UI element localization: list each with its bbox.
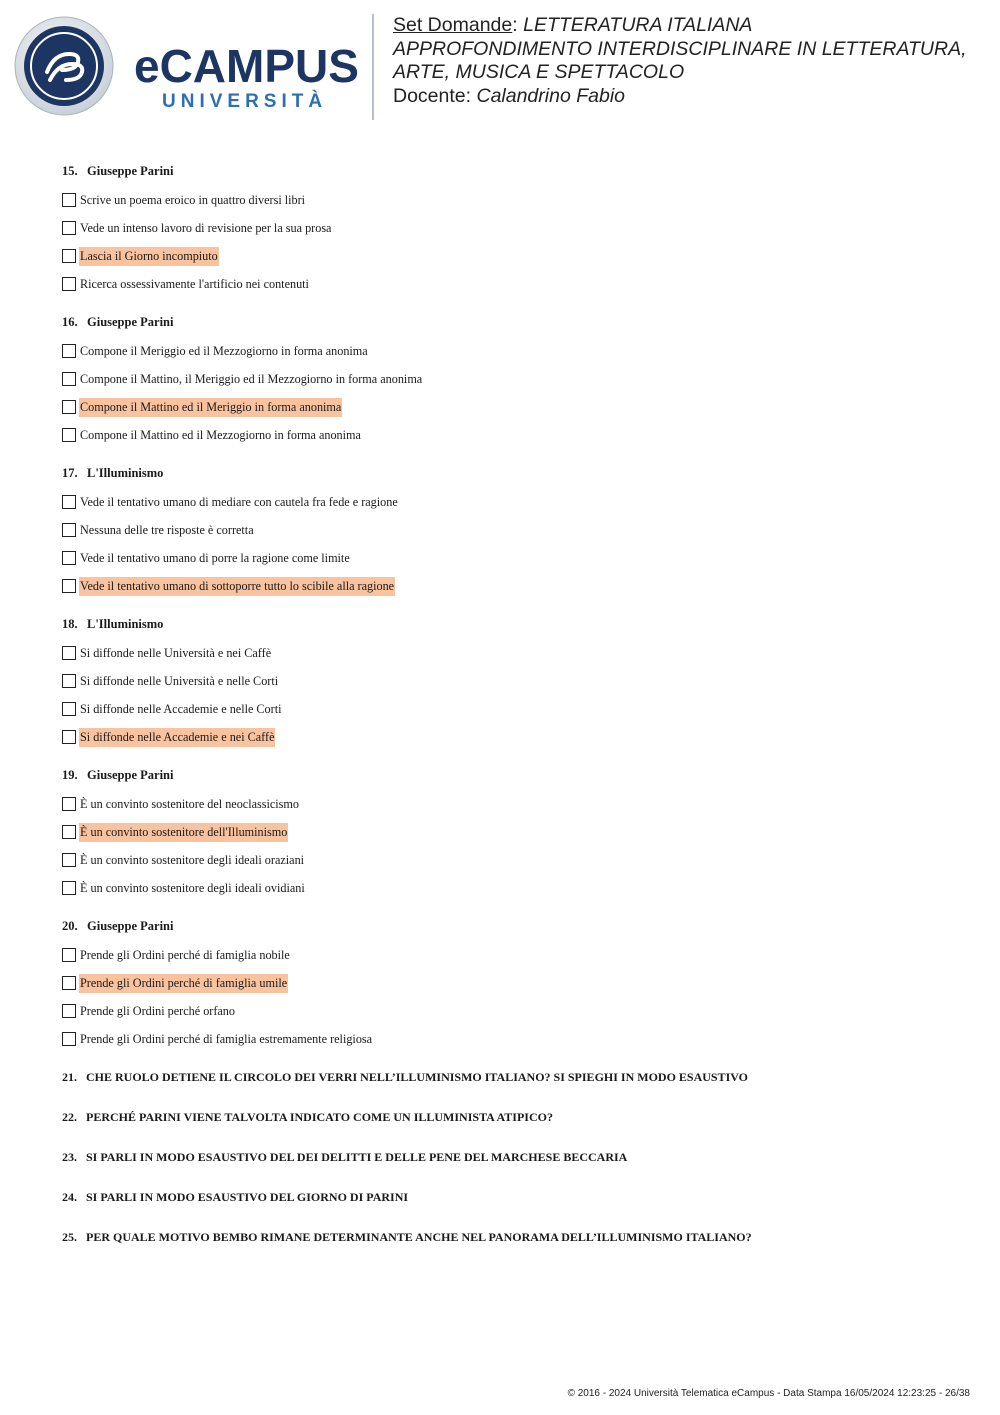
question-19	[62, 764, 962, 902]
checkbox[interactable]	[62, 579, 76, 593]
logo-sub: UNIVERSITÀ	[162, 91, 328, 112]
page-footer: © 2016 - 2024 Università Telematica eCampus - Data Stampa 16/05/2024 12:23:25 - 26/38	[567, 1388, 970, 1399]
question-18	[62, 613, 962, 751]
checkbox[interactable]	[62, 193, 76, 207]
question-list	[62, 160, 962, 1266]
answer-option[interactable]: È un convinto sostenitore degli ideali ovidiani	[62, 874, 962, 902]
answer-option[interactable]: Prende gli Ordini perché di famiglia nobile	[62, 941, 962, 969]
set-label: Set Domande	[393, 14, 513, 36]
answer-option[interactable]: Si diffonde nelle Università e nelle Corti	[62, 667, 962, 695]
question-16	[62, 311, 962, 449]
answer-option[interactable]: Si diffonde nelle Università e nei Caffè	[62, 639, 962, 667]
answer-option[interactable]: Vede il tentativo umano di porre la ragione come limite	[62, 544, 962, 572]
checkbox[interactable]	[62, 551, 76, 565]
answer-option-correct[interactable]: Compone il Mattino ed il Meriggio in forma anonima	[62, 393, 962, 421]
logo-word: eCAMPUS	[134, 40, 359, 92]
docente-line	[393, 85, 983, 109]
answer-option[interactable]: Compone il Mattino, il Meriggio ed il Mezzogiorno in forma anonima	[62, 365, 962, 393]
answer-option[interactable]: Prende gli Ordini perché orfano	[62, 997, 962, 1025]
checkbox[interactable]	[62, 825, 76, 839]
checkbox[interactable]	[62, 674, 76, 688]
question-title: 15. Giuseppe Parini	[62, 164, 174, 178]
checkbox[interactable]	[62, 249, 76, 263]
checkbox[interactable]	[62, 1004, 76, 1018]
checkbox[interactable]	[62, 400, 76, 414]
logo-wordmark	[134, 40, 359, 112]
open-question-24: 24. SI PARLI IN MODO ESAUSTIVO DEL GIORNO DI PARINI	[62, 1190, 409, 1204]
answer-option[interactable]: Ricerca ossessivamente l'artificio nei contenuti	[62, 270, 962, 298]
answer-option[interactable]: Prende gli Ordini perché di famiglia estremamente religiosa	[62, 1025, 962, 1053]
course-line1: APPROFONDIMENTO INTERDISCIPLINARE IN LETTERATURA,	[393, 37, 967, 60]
checkbox[interactable]	[62, 797, 76, 811]
answer-option[interactable]: Compone il Meriggio ed il Mezzogiorno in forma anonima	[62, 337, 962, 365]
answer-option[interactable]: È un convinto sostenitore del neoclassicismo	[62, 790, 962, 818]
checkbox[interactable]	[62, 976, 76, 990]
header-info	[393, 14, 983, 108]
set-line: Set Domande: LETTERATURA ITALIANA	[393, 14, 753, 36]
answer-option-correct[interactable]: È un convinto sostenitore dell'Illuminismo	[62, 818, 962, 846]
checkbox[interactable]	[62, 344, 76, 358]
answer-option[interactable]: Si diffonde nelle Accademie e nelle Corti	[62, 695, 962, 723]
question-title: 20. Giuseppe Parini	[62, 919, 174, 933]
ecampus-logo	[14, 16, 359, 116]
checkbox[interactable]	[62, 277, 76, 291]
question-title: 17. L'Illuminismo	[62, 466, 164, 480]
checkbox[interactable]	[62, 646, 76, 660]
checkbox[interactable]	[62, 372, 76, 386]
question-title: 16. Giuseppe Parini	[62, 315, 174, 329]
question-title: 18. L'Illuminismo	[62, 617, 164, 631]
checkbox[interactable]	[62, 948, 76, 962]
set-value: LETTERATURA ITALIANA	[523, 14, 753, 36]
answer-option[interactable]: Vede il tentativo umano di mediare con cautela fra fede e ragione	[62, 488, 962, 516]
answer-option[interactable]: Vede un intenso lavoro di revisione per la sua prosa	[62, 214, 962, 242]
open-question-23: 23. SI PARLI IN MODO ESAUSTIVO DEL DEI DELITTI E DELLE PENE DEL MARCHESE BECCARIA	[62, 1150, 628, 1164]
open-question-22: 22. PERCHÉ PARINI VIENE TALVOLTA INDICATO COME UN ILLUMINISTA ATIPICO?	[62, 1110, 553, 1124]
open-question-21: 21. CHE RUOLO DETIENE IL CIRCOLO DEI VERRI NELL’ILLUMINISMO ITALIANO? SI SPIEGHI IN MODO ESAUSTIVO	[62, 1070, 749, 1084]
question-20	[62, 915, 962, 1053]
checkbox[interactable]	[62, 853, 76, 867]
checkbox[interactable]	[62, 730, 76, 744]
course-line2: ARTE, MUSICA E SPETTACOLO	[393, 61, 685, 83]
answer-option-correct[interactable]: Lascia il Giorno incompiuto	[62, 242, 962, 270]
answer-option[interactable]: Nessuna delle tre risposte è corretta	[62, 516, 962, 544]
checkbox[interactable]	[62, 702, 76, 716]
answer-option-correct[interactable]: Prende gli Ordini perché di famiglia umile	[62, 969, 962, 997]
checkbox[interactable]	[62, 1032, 76, 1046]
question-title: 19. Giuseppe Parini	[62, 768, 174, 782]
checkbox[interactable]	[62, 523, 76, 537]
answer-option-correct[interactable]: Si diffonde nelle Accademie e nei Caffè	[62, 723, 962, 751]
checkbox[interactable]	[62, 881, 76, 895]
open-question-25: 25. PER QUALE MOTIVO BEMBO RIMANE DETERMINANTE ANCHE NEL PANORAMA DELL’ILLUMINISMO ITALIANO?	[62, 1230, 752, 1244]
answer-option-correct[interactable]: Vede il tentativo umano di sottoporre tutto lo scibile alla ragione	[62, 572, 962, 600]
header-divider	[372, 14, 374, 120]
docente-label: Docente:	[393, 84, 472, 107]
question-17	[62, 462, 962, 600]
checkbox[interactable]	[62, 221, 76, 235]
answer-option[interactable]: È un convinto sostenitore degli ideali oraziani	[62, 846, 962, 874]
answer-option[interactable]: Compone il Mattino ed il Mezzogiorno in forma anonima	[62, 421, 962, 449]
answer-option[interactable]: Scrive un poema eroico in quattro diversi libri	[62, 186, 962, 214]
checkbox[interactable]	[62, 428, 76, 442]
checkbox[interactable]	[62, 495, 76, 509]
page-header	[0, 0, 1000, 130]
docente-value: Calandrino Fabio	[476, 84, 625, 107]
question-15	[62, 160, 962, 298]
